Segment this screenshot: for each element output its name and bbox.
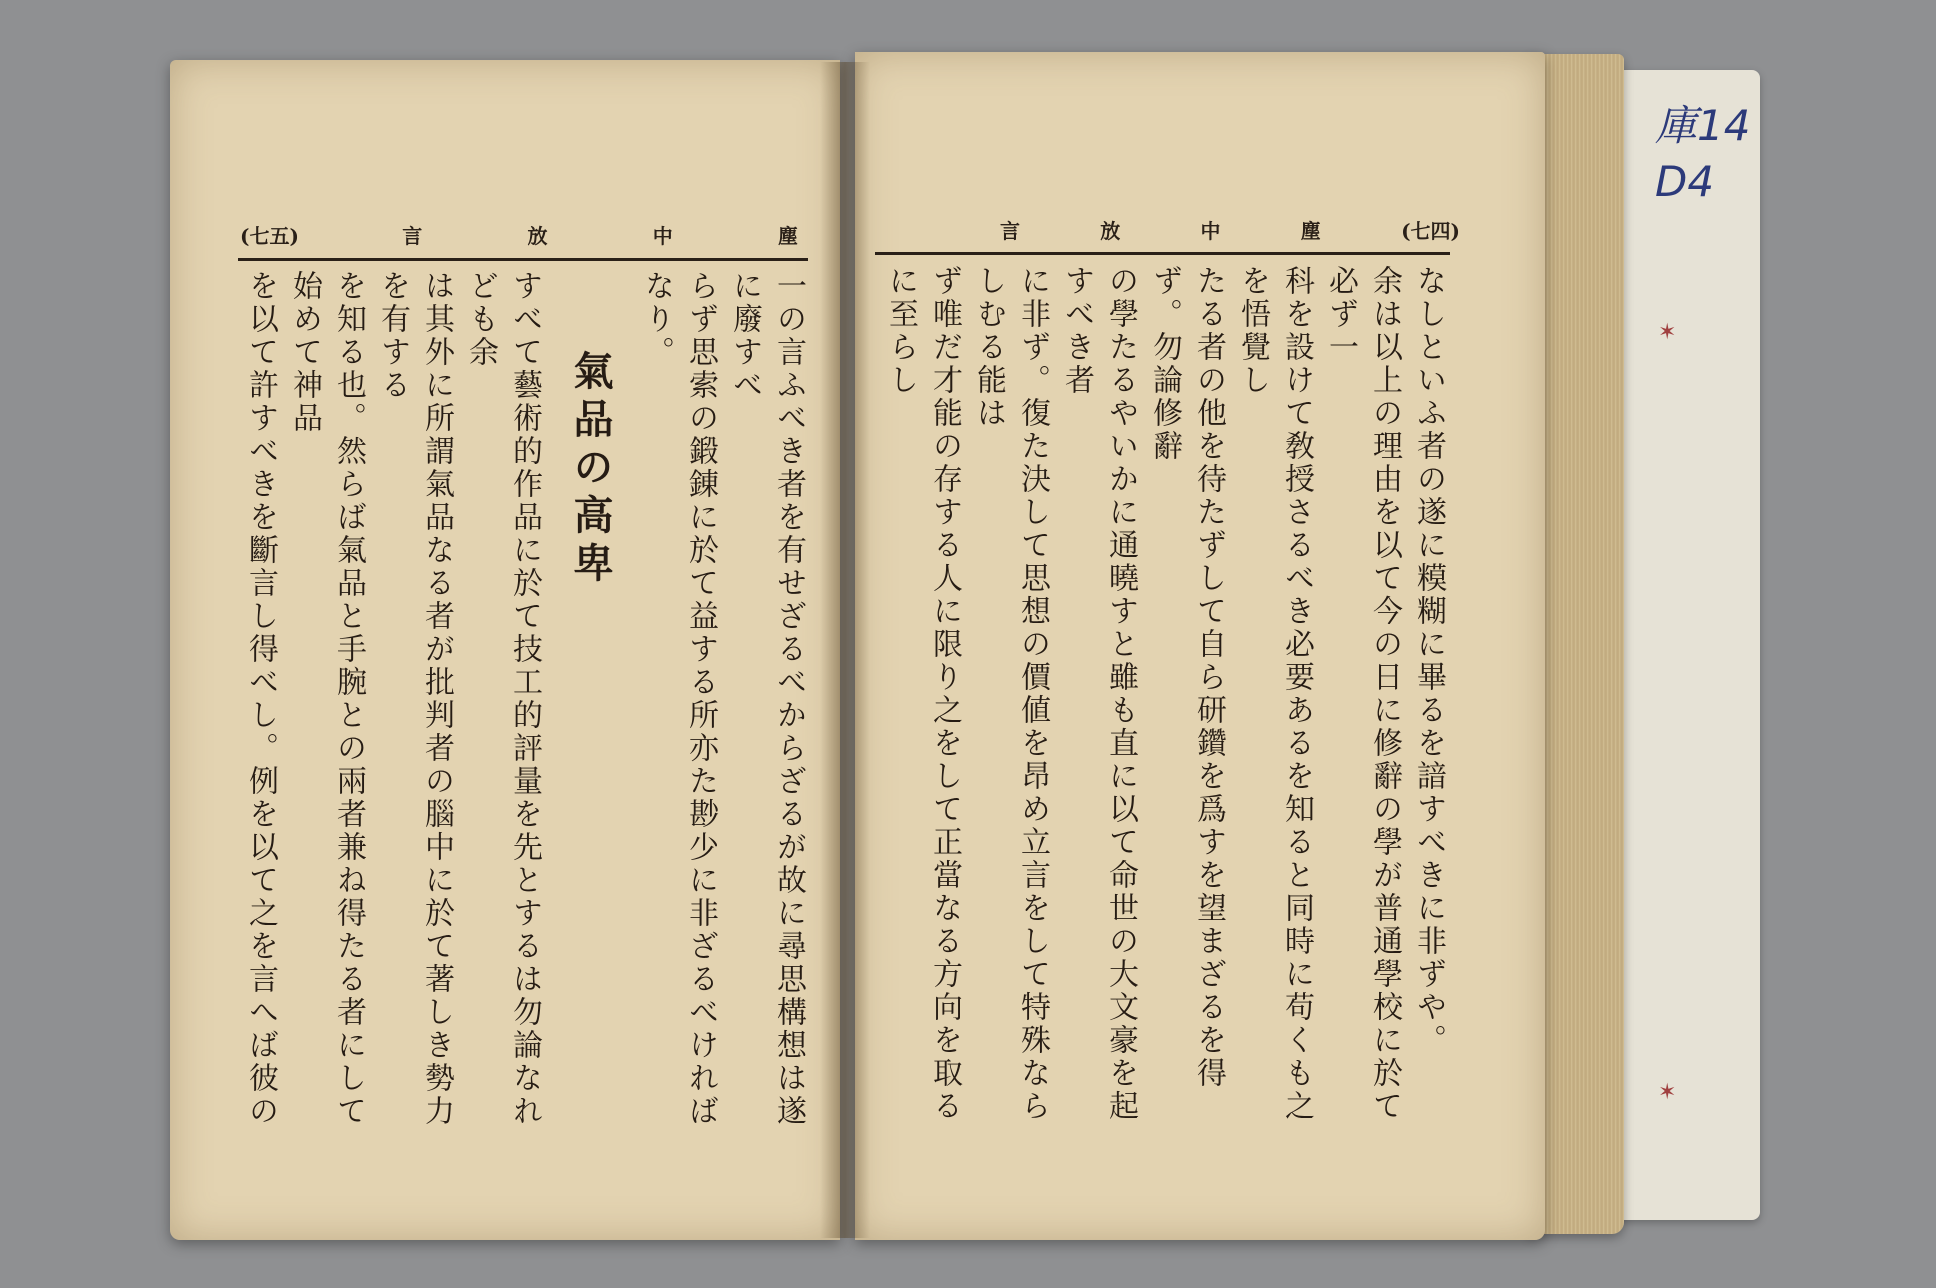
call-number-line-1: 庫14 bbox=[1655, 101, 1751, 150]
left-text-line: は其外に所謂氣品なる者が批判者の腦中に於て著しき勢力を有する bbox=[375, 270, 454, 1128]
right-text-line: ず唯だ才能の存する人に限り之をして正當なる方向を取るに至らし bbox=[883, 265, 962, 1123]
library-call-number bbox=[1655, 98, 1765, 210]
left-head-char: 中 bbox=[652, 224, 675, 248]
left-text-line: 一の言ふべき者を有せざるべからざるが故に尋思構想は遂に廢すべ bbox=[727, 270, 806, 1128]
left-page-body bbox=[240, 270, 810, 1130]
right-text-line: なしといふ者の遂に糢糊に畢るを諳すべきに非ずや。 bbox=[1411, 265, 1446, 1057]
left-text-line: すべて藝術的作品に於て技工的評量を先とするは勿論なれども余 bbox=[463, 270, 542, 1128]
decoration-mark-icon: ✶ bbox=[1658, 1080, 1677, 1105]
right-text-line: に非ず。復た決して思想の價値を昂め立言をして特殊ならしむる能は bbox=[971, 265, 1050, 1123]
right-head-char: 言 bbox=[1000, 219, 1022, 243]
left-header-rule bbox=[238, 258, 808, 261]
right-text-line: の學たるやいかに通曉すと雖も直に以て命世の大文豪を起すべき者 bbox=[1059, 265, 1138, 1123]
left-head-char: 塵 bbox=[778, 224, 800, 248]
right-page-text bbox=[880, 265, 1450, 1135]
right-text-line: 科を設けて敎授さるべき必要あるを知ると同時に苟くも之を悟覺し bbox=[1235, 265, 1314, 1123]
left-text-line: らず思索の鍛錬に於て益する所亦た尠少に非ざるべければなり。 bbox=[639, 270, 718, 1128]
left-folio: (七五) bbox=[240, 224, 299, 248]
right-folio: (七四) bbox=[1401, 219, 1460, 243]
right-header-rule bbox=[875, 252, 1450, 255]
left-running-header bbox=[240, 220, 800, 249]
right-head-char: 放 bbox=[1100, 219, 1123, 243]
right-text-line: たる者の他を待たずして自ら研鑽を爲すを望まざるを得ず。勿論修辭 bbox=[1147, 265, 1226, 1090]
right-head-char: 中 bbox=[1200, 219, 1223, 243]
right-head-char: 塵 bbox=[1300, 219, 1323, 243]
left-head-char: 言 bbox=[402, 224, 425, 248]
book-gutter bbox=[820, 62, 870, 1238]
left-head-char: 放 bbox=[527, 224, 550, 248]
right-text-line: 余は以上の理由を以て今の日に修辭の學が普通學校に於て必ず一 bbox=[1323, 265, 1402, 1123]
call-number-line-2: D4 bbox=[1655, 157, 1715, 206]
left-page-text bbox=[240, 270, 810, 1130]
back-cover bbox=[1610, 70, 1760, 1220]
right-page-body bbox=[880, 265, 1450, 1135]
left-text-line: を以て許すべきを斷言し得べし。例を以て之を言へば彼の bbox=[243, 270, 278, 1128]
right-running-header bbox=[1000, 215, 1460, 244]
section-heading: 氣品の高卑 bbox=[567, 350, 614, 590]
left-text-line: を知る也。然らば氣品と手腕との兩者兼ね得たる者にして始めて神品 bbox=[287, 270, 366, 1128]
decoration-mark-icon: ✶ bbox=[1658, 320, 1677, 345]
